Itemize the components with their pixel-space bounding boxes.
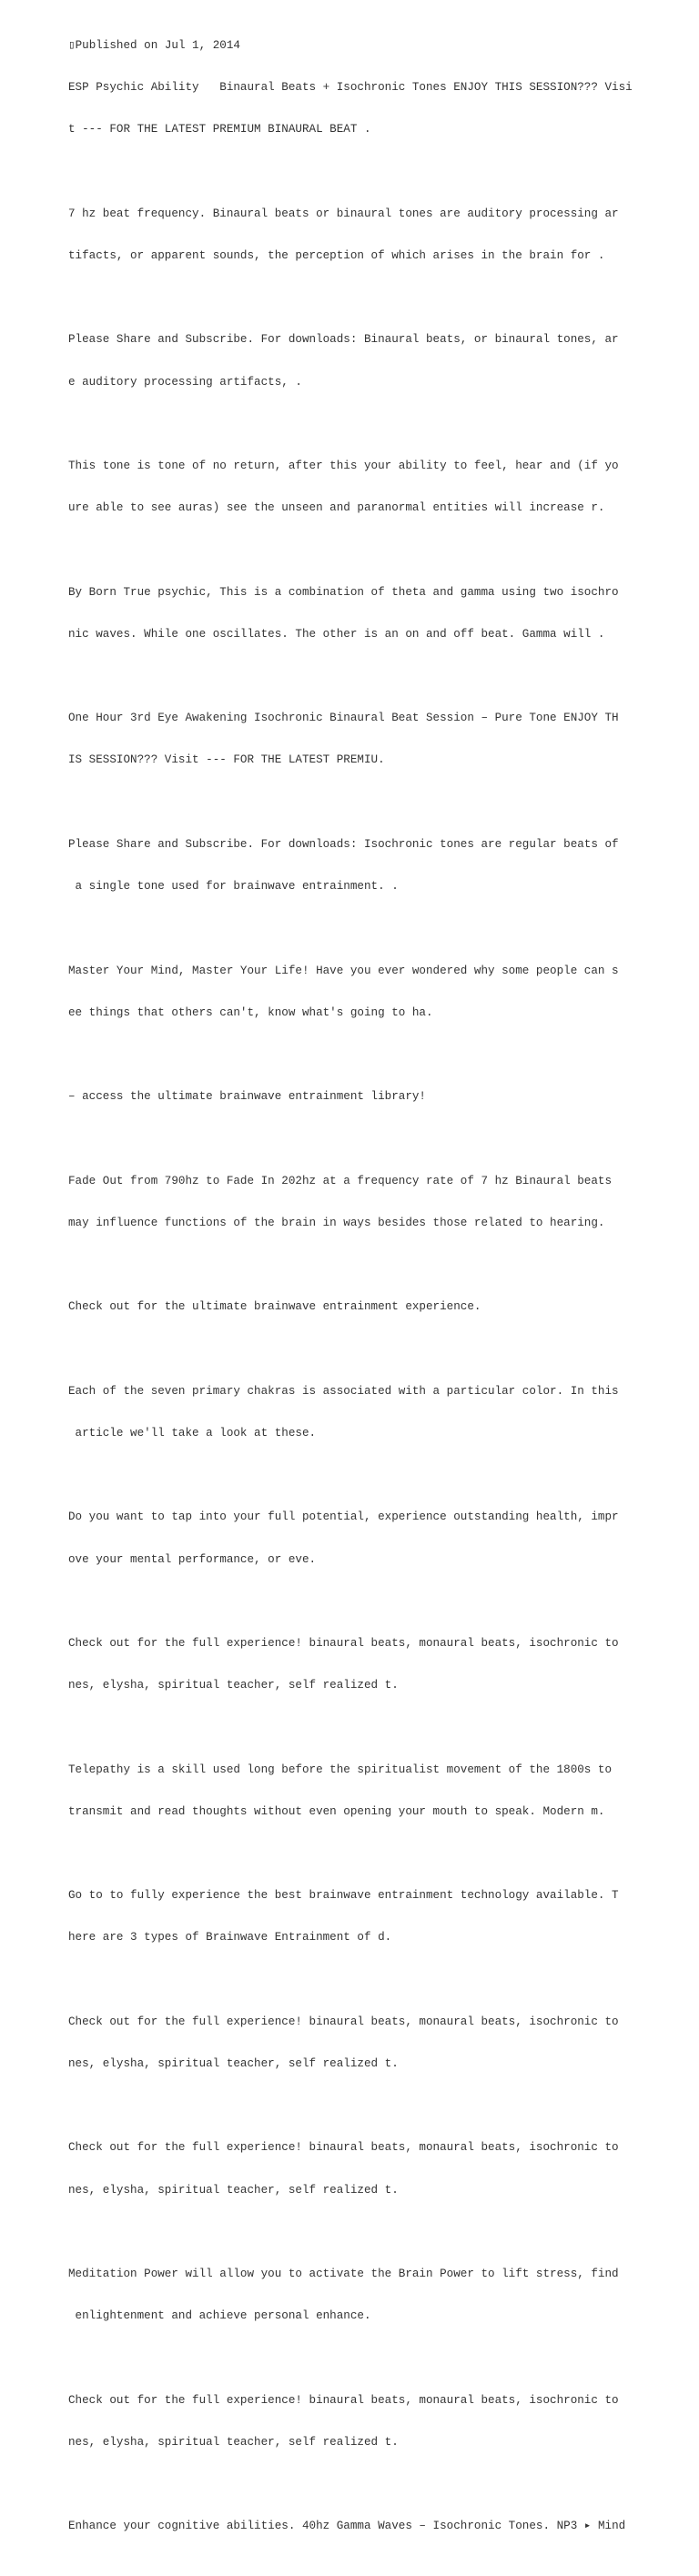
text-line: nic waves. While one oscillates. The other is an on and off beat. Gamma will .: [68, 627, 605, 641]
text-line: Each of the seven primary chakras is associated with a particular color. In this: [68, 1384, 619, 1398]
paragraph: [68, 306, 651, 418]
paragraph: [68, 2492, 651, 2562]
text-line: Please Share and Subscribe. For downloads: Isochronic tones are regular beats of: [68, 837, 619, 851]
paragraph: [68, 936, 651, 1048]
text-line: Master Your Mind, Master Your Life! Have you ever wondered why some people can s: [68, 964, 619, 977]
text-line: transmit and read thoughts without even opening your mouth to speak. Modern m.: [68, 1804, 605, 1818]
text-line: nes, elysha, spiritual teacher, self realized t.: [68, 2057, 399, 2071]
text-line: Meditation Power will allow you to activate the Brain Power to lift stress, find: [68, 2268, 619, 2281]
text-line: nes, elysha, spiritual teacher, self realized t.: [68, 2183, 399, 2197]
text-line: Telepathy is a skill used long before the spiritualist movement of the 1800s to: [68, 1763, 613, 1776]
text-line: Please Share and Subscribe. For downloads: Binaural beats, or binaural tones, ar: [68, 333, 619, 347]
paragraph: [68, 2114, 651, 2226]
text-line: Do you want to tap into your full potential, experience outstanding health, impr: [68, 1510, 619, 1524]
paragraph: [68, 1609, 651, 1721]
paragraph: [68, 2239, 651, 2351]
document-body: [68, 11, 651, 2576]
text-line: tifacts, or apparent sounds, the perception of which arises in the brain for .: [68, 248, 605, 262]
paragraph: [68, 558, 651, 670]
text-line: enlightenment and achieve personal enhance.: [68, 2309, 371, 2323]
text-line: 7 hz beat frequency. Binaural beats or binaural tones are auditory processing ar: [68, 207, 619, 220]
text-line: Check out for the full experience! binaural beats, monaural beats, isochronic to: [68, 2141, 619, 2155]
paragraph: [68, 683, 651, 795]
paragraph: [68, 179, 651, 291]
text-line: here are 3 types of Brainwave Entrainment of d.: [68, 1931, 392, 1945]
text-line: Check out for the full experience! binaural beats, monaural beats, isochronic to: [68, 2015, 619, 2028]
text-line: ESP Psychic Ability Binaural Beats + Isochronic Tones ENJOY THIS SESSION??? Visi: [68, 81, 633, 95]
paragraph: [68, 1987, 651, 2099]
text-line: Enhance your cognitive abilities. 40hz Gamma Waves – Isochronic Tones. NP3 ▸ Mind: [68, 2520, 626, 2533]
paragraph: [68, 1357, 651, 1469]
text-line: IS SESSION??? Visit --- FOR THE LATEST PREMIU.: [68, 753, 385, 767]
text-line: may influence functions of the brain in ways besides those related to hearing.: [68, 1216, 605, 1229]
paragraph-published: [68, 11, 651, 165]
text-line: e auditory processing artifacts, .: [68, 375, 302, 389]
text-line: Check out for the full experience! binaural beats, monaural beats, isochronic to: [68, 2393, 619, 2407]
text-line: – access the ultimate brainwave entrainment library!: [68, 1090, 426, 1104]
paragraph: [68, 1062, 651, 1132]
paragraph: [68, 431, 651, 543]
paragraph: [68, 810, 651, 922]
paragraph: [68, 1272, 651, 1342]
text-line: ove your mental performance, or eve.: [68, 1552, 317, 1566]
text-line: ee things that others can't, know what's going to ha.: [68, 1005, 433, 1019]
text-line: ure able to see auras) see the unseen and paranormal entities will increase r.: [68, 501, 605, 515]
text-line: nes, elysha, spiritual teacher, self realized t.: [68, 1679, 399, 1692]
text-line: By Born True psychic, This is a combination of theta and gamma using two isochro: [68, 585, 619, 599]
text-line: One Hour 3rd Eye Awakening Isochronic Binaural Beat Session – Pure Tone ENJOY TH: [68, 712, 619, 725]
text-line: Fade Out from 790hz to Fade In 202hz at a frequency rate of 7 hz Binaural beats: [68, 1174, 613, 1187]
text-line: article we'll take a look at these.: [68, 1426, 317, 1440]
paragraph: [68, 1861, 651, 1973]
text-line: This tone is tone of no return, after this your ability to feel, hear and (if yo: [68, 459, 619, 472]
text-line: ▯Published on Jul 1, 2014: [68, 38, 240, 52]
text-line: t --- FOR THE LATEST PREMIUM BINAURAL BEAT .: [68, 123, 371, 136]
text-line: Check out for the ultimate brainwave entrainment experience.: [68, 1300, 481, 1314]
text-line: Check out for the full experience! binaural beats, monaural beats, isochronic to: [68, 1636, 619, 1650]
paragraph: [68, 1147, 651, 1258]
text-line: Go to to fully experience the best brainwave entrainment technology available. T: [68, 1889, 619, 1903]
text-line: nes, elysha, spiritual teacher, self realized t.: [68, 2435, 399, 2449]
text-line: a single tone used for brainwave entrainment. .: [68, 880, 399, 894]
paragraph: [68, 2366, 651, 2478]
paragraph: [68, 1735, 651, 1847]
paragraph: [68, 1482, 651, 1594]
